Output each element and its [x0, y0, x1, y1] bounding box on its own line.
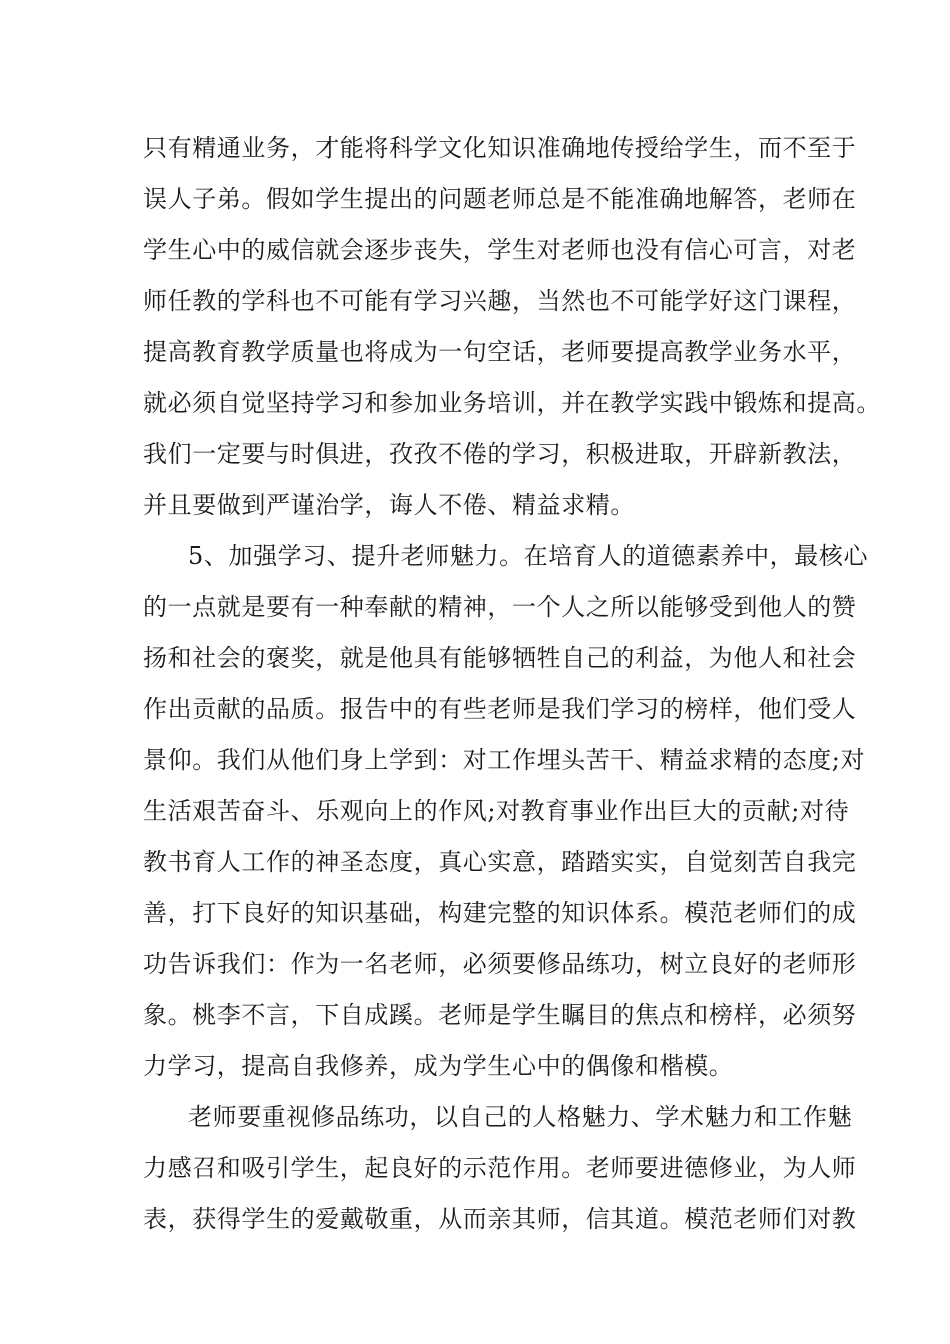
text-line: 景仰。我们从他们身上学到：对工作埋头苦干、精益求精的态度;对 [143, 746, 866, 774]
text-line: 只有精通业务，才能将科学文化知识准确地传授给学生，而不至于 [143, 134, 857, 162]
text-line: 师任教的学科也不可能有学习兴趣，当然也不可能学好这门课程， [143, 287, 857, 315]
text-line: 力学习，提高自我修养，成为学生心中的偶像和楷模。 [143, 1052, 734, 1080]
text-line: 表，获得学生的爱戴敬重，从而亲其师，信其道。模范老师们对教 [143, 1205, 857, 1233]
text-line: 并且要做到严谨治学，诲人不倦、精益求精。 [143, 491, 635, 519]
text-line: 教书育人工作的神圣态度，真心实意，踏踏实实，自觉刻苦自我完 [143, 848, 857, 876]
text-line: 象。桃李不言，下自成蹊。老师是学生瞩目的焦点和榜样，必须努 [143, 1001, 857, 1029]
text-line: 生活艰苦奋斗、乐观向上的作风;对教育事业作出巨大的贡献;对待 [143, 797, 850, 825]
paragraph-start-line: 5、加强学习、提升老师魅力。在培育人的道德素养中，最核心 [188, 542, 869, 570]
text-line: 功告诉我们：作为一名老师，必须要修品练功，树立良好的老师形 [143, 950, 857, 978]
text-line: 力感召和吸引学生，起良好的示范作用。老师要进德修业，为人师 [143, 1154, 857, 1182]
text-line: 学生心中的威信就会逐步丧失，学生对老师也没有信心可言，对老 [143, 236, 857, 264]
text-line: 的一点就是要有一种奉献的精神，一个人之所以能够受到他人的赞 [143, 593, 857, 621]
text-line: 善，打下良好的知识基础，构建完整的知识体系。模范老师们的成 [143, 899, 857, 927]
text-line: 我们一定要与时俱进，孜孜不倦的学习，积极进取，开辟新教法， [143, 440, 857, 468]
text-line: 提高教育教学质量也将成为一句空话，老师要提高教学业务水平， [143, 338, 857, 366]
paragraph-start-line: 老师要重视修品练功，以自己的人格魅力、学术魅力和工作魅 [188, 1103, 853, 1131]
text-line: 扬和社会的褒奖，就是他具有能够牺牲自己的利益，为他人和社会 [143, 644, 857, 672]
text-line: 就必须自觉坚持学习和参加业务培训，并在教学实践中锻炼和提高。 [143, 389, 881, 417]
text-line: 误人子弟。假如学生提出的问题老师总是不能准确地解答，老师在 [143, 185, 857, 213]
text-line: 作出贡献的品质。报告中的有些老师是我们学习的榜样，他们受人 [143, 695, 857, 723]
